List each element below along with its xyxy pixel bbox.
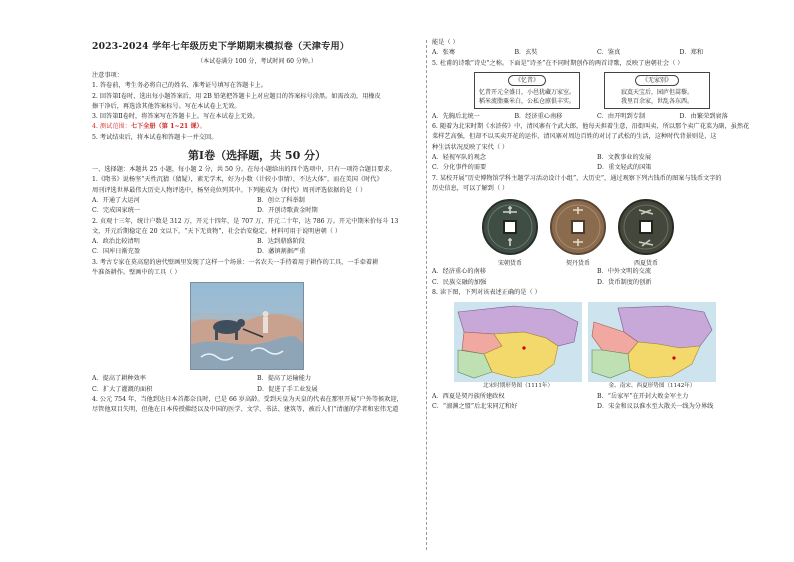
q6-stem-3: 种生活状况反映了宋代（ ） — [432, 143, 509, 151]
q7-stem-1: 7. 某校开展“历史博物馆学科主题学习活动设计小组”，大历史”，通过观察下列古钱币的图案与钱币文字的 — [432, 174, 722, 182]
q7-option-a[interactable]: A．经济重心的南移 — [432, 268, 486, 276]
q4-stem-2: 尽管他双目失明，但他在日本传授佛经以及中国的医学、文学、书法、建筑等，被后人们“清谨的学者和宏伟无道 — [92, 406, 399, 414]
q4-stem-1: 4. 公元 754 年，当他到达日本首都奈良时，已是 66 岁高龄。受到天皇为天皇的代表在那里开展“户外等候欢迎， — [92, 395, 403, 403]
xixia-coin-image — [617, 198, 675, 256]
q6-option-c[interactable]: C．分化事件的需要 — [432, 164, 487, 172]
q3-option-c[interactable]: C．扩大了灌溉的面积 — [92, 385, 153, 393]
poem-box-1 — [474, 72, 580, 109]
note-3: 3. 回答第Ⅱ卷时，将答案写在答题卡上。写在本试卷上无效。 — [92, 113, 259, 121]
q7-option-c[interactable]: C．民族交融的加强 — [432, 278, 487, 286]
q4-option-d[interactable]: D．郑和 — [679, 49, 704, 57]
coin-khitan-label: 契丹货币 — [565, 260, 590, 268]
poem-2-line-1: 寂寞天宝后，园庐但蒿藜。 — [620, 88, 693, 96]
q6-option-a[interactable]: A．轻视军队的观念 — [432, 154, 486, 162]
note-4-suffix: 。 — [199, 123, 206, 131]
poem-box-2 — [604, 72, 710, 109]
note-2: 2. 回答第Ⅰ卷时，选出每小题答案后，用 2B 铅笔把答题卡上对应题目的答案标号涂黑。如需改动，用橡皮 — [92, 92, 381, 100]
q2-stem-1: 2. 贞观十三年，统计户数是 312 万，开元十四年，是 707 万，开元二十年，达 786 万。开元中期米价每斗 13 — [92, 217, 399, 225]
page-title: 2023-2024 学年七年级历史下学期期末模拟卷（天津专用） — [92, 41, 350, 52]
q2-options — [92, 237, 422, 258]
q6-stem-2: 菜样艺高强，但却不以买卖开花的运作，清风寨对周边百姓的对讨了武松的生活，这种时代背景则是，这 — [432, 133, 717, 141]
note-1: 1. 答卷前，考生务必将自己的姓名、准考证号填写在答题卡上。 — [92, 82, 267, 90]
q7-coins — [480, 198, 762, 267]
q7-stem-2: 历史信息，可以了解到（ ） — [432, 184, 509, 192]
poem-1-line-2: 稻米流脂粟米白，公私仓廪俱丰实。 — [479, 97, 576, 105]
q2-option-d[interactable]: D．藩镇割据严重 — [257, 248, 306, 256]
northern-song-map — [454, 302, 582, 382]
mural-image — [190, 282, 304, 370]
notes-heading: 注意事项： — [92, 72, 123, 79]
q5-options — [432, 112, 762, 122]
q5-poems — [474, 72, 762, 109]
q4-option-c[interactable]: C．鉴真 — [597, 49, 621, 57]
q3-option-d[interactable]: D．促进了手工业发展 — [257, 385, 318, 393]
q6-option-b[interactable]: B．文教事业的发展 — [597, 154, 652, 162]
poem-2-line-2: 我里百余家，世乱各东西。 — [620, 97, 693, 105]
q3-option-b[interactable]: B．提高了运输能力 — [257, 375, 312, 383]
q3-options — [92, 374, 422, 395]
q1-options — [92, 196, 422, 217]
q1-option-a[interactable]: A．开通了大运河 — [92, 196, 140, 204]
jin-southern-song-map — [588, 302, 716, 382]
q4-option-a[interactable]: A．张骞 — [432, 49, 456, 57]
q8-maps — [454, 302, 762, 390]
map-jin-southern-song — [588, 302, 716, 390]
q2-option-b[interactable]: B．达到鼎盛阶段 — [257, 238, 305, 246]
q7-options — [432, 267, 762, 288]
q1-option-c[interactable]: C．完成国家统一 — [92, 207, 141, 215]
q8-option-d[interactable]: D．宋金和议以淮水至大散关一线为分界线 — [597, 403, 714, 411]
coin-xixia — [616, 198, 676, 267]
q7-option-b[interactable]: B．中外文明的交流 — [597, 268, 652, 276]
q4-options — [432, 48, 762, 58]
q4-tail: 能是（ ） — [432, 39, 459, 46]
q5-option-d[interactable]: D．由繁荣到衰落 — [679, 112, 728, 120]
q3-option-a[interactable]: A．提高了耕种效率 — [92, 375, 146, 383]
q8-option-c[interactable]: C．“澶渊之盟”后北宋同辽和好 — [432, 403, 518, 411]
note-2b: 擦干净后，再选涂其他答案标号。写在本试卷上无效。 — [92, 102, 241, 110]
q1-option-d[interactable]: D．开创诗歌黄金时期 — [257, 207, 318, 215]
poem-2-title: 《无家别》 — [635, 75, 679, 86]
q2-option-c[interactable]: C．国库日渐充盈 — [92, 248, 141, 256]
note-5: 5. 考试结束后，将本试卷和答题卡一并交回。 — [92, 133, 218, 141]
plowing-mural-illustration — [191, 283, 303, 369]
q5-option-c[interactable]: C．由开明到专制 — [597, 112, 646, 120]
note-4-prefix: 4. 测试范围： — [92, 123, 131, 131]
map-2-caption: 金、南宋、西夏形势图（1142年） — [608, 383, 696, 390]
q8-option-a[interactable]: A．西夏是契丹族所建政权 — [432, 393, 505, 401]
map-1-caption: 北宋时期形势图（1111年） — [482, 383, 554, 390]
q4-option-b[interactable]: B．玄奘 — [514, 49, 538, 57]
q8-option-b[interactable]: B．“岳家军”在开封大败金军主力 — [597, 393, 689, 401]
q6-stem-1: 6. 随着为北宋时期《水浒传》中，清风寨有个武大郎，他每天担着生意，沿街叫卖，所以那个卖广花菜为副，虽然花 — [432, 123, 750, 131]
column-divider — [426, 40, 427, 550]
q1-stem-2: 周刊评选世界最伟大历史人物评选中，杨坚竟位列其中。下列能成为《时代》周刊评选依据的是（ ） — [92, 186, 367, 194]
song-coin-image — [481, 198, 539, 256]
page-subtitle: （本试卷满分 100 分，考试时间 60 分钟。） — [197, 58, 317, 65]
q8-options — [432, 392, 762, 413]
khitan-coin-image — [549, 198, 607, 256]
q5-option-a[interactable]: A．先胸后北统一 — [432, 112, 480, 120]
q2-option-a[interactable]: A．政治比较清明 — [92, 238, 140, 246]
coin-song — [480, 198, 540, 267]
note-4 — [92, 122, 422, 132]
poem-1-line-1: 忆昔开元全盛日，小邑犹藏万家室。 — [479, 88, 576, 96]
q2-stem-2: 文，开元后期稳定在 20 文以下，“天下无贵物”，社会治安稳定。材料可用于说明唐朝（ ） — [92, 227, 342, 235]
q3-stem-1: 3. 考古专家在莫高窟的唐代壁画里发现了这样一个场景：一名农夫一手持着用于耕作的工具，一手牵着耕 — [92, 258, 379, 266]
q6-option-d[interactable]: D．重文轻武的国策 — [597, 164, 652, 172]
note-4-range: 七下全册（第 1~21 课） — [130, 123, 200, 131]
coin-xixia-label: 西夏货币 — [633, 260, 658, 268]
section-intro: 一、选择题：本题共 25 小题，每小题 2 分，共 50 分。在每小题给出的四个选项中，只有一项符合题目要求。 — [92, 166, 396, 174]
coin-song-label: 宋朝货币 — [497, 260, 522, 268]
section-title: 第Ⅰ卷（选择题，共 50 分） — [187, 149, 327, 163]
q1-option-b[interactable]: B．创立了科举制 — [257, 196, 305, 204]
q6-options — [432, 153, 762, 174]
poem-1-title: 《忆昔》 — [508, 75, 546, 86]
q7-option-d[interactable]: D．货币制度的创新 — [597, 278, 652, 286]
map-northern-song — [454, 302, 582, 390]
left-column — [92, 38, 422, 416]
q5-option-b[interactable]: B．经济重心南移 — [514, 112, 563, 120]
q5-stem: 5. 杜甫的诗歌“诗史”之称。下面是“诗圣”在不同时期创作的两首诗歌，反映了唐朝社会（ ） — [432, 59, 684, 67]
q3-stem-2: 牛准备耕作。壁画中的工具（ ） — [92, 269, 181, 277]
q1-stem-1: 1.《隋书》说杨坚“天性沉猜（猜疑），素无学术，好为小数（计较小事情），不达大体”，而在美国《时代》 — [92, 176, 383, 184]
coin-khitan — [548, 198, 608, 267]
q8-stem: 8. 读下图，下列对该表述正确的是（ ） — [432, 288, 541, 296]
right-column — [432, 38, 762, 413]
